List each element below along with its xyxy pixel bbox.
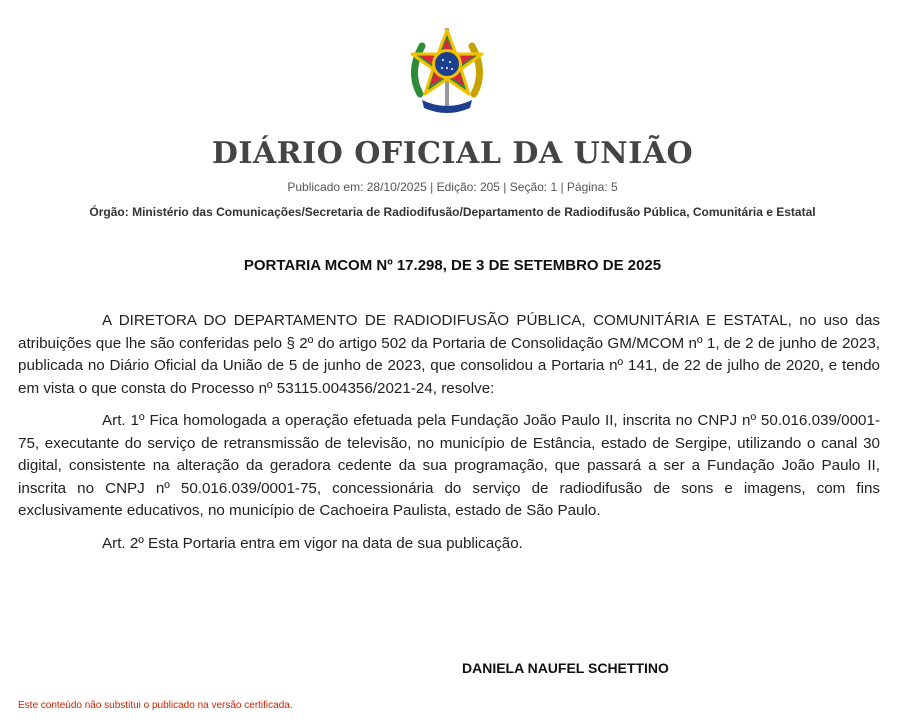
- orgao-line: Órgão: Ministério das Comunicações/Secretaria de Radiodifusão/Departamento de Radiodifusão Pública, Comunitária e Estatal: [89, 205, 816, 219]
- article-1-paragraph: Art. 1º Fica homologada a operação efetuada pela Fundação João Paulo II, inscrita no CNPJ nº 50.016.039/0001-75, executante do serviço de retransmissão de televisão, no município de Estância, estado de Sergipe, utilizando o canal 30 digital, consistente na alteração da geradora cedente da sua programação, que passará a ser a Fundação João Paulo II, inscrita no CNPJ nº 50.016.039/0001-75, concessionária do serviço de radiodifusão de sons e imagens, com fins exclusivamente educativos, no município de Cachoeira Paulista, estado de São Paulo.: [18, 412, 880, 519]
- preamble-paragraph: A DIRETORA DO DEPARTAMENTO DE RADIODIFUSÃO PÚBLICA, COMUNITÁRIA E ESTATAL, no uso das atribuições que lhe são conferidas pelo § 2º do artigo 502 da Portaria de Consolidação GM/MCOM nº 1, de 2 de junho de 2023, publicada no Diário Oficial da União de 5 de junho de 2023, que consolidou a Portaria nº 141, de 22 de julho de 2020, e tendo em vista o que consta do Processo nº 53115.004356/2021-24, resolve:: [18, 312, 880, 397]
- page-title: DIÁRIO OFICIAL DA UNIÃO: [211, 136, 694, 171]
- disclaimer-note: Este conteúdo não substitui o publicado na versão certificada.: [18, 700, 293, 711]
- document-title: PORTARIA MCOM Nº 17.298, DE 3 DE SETEMBRO DE 2025: [243, 257, 662, 274]
- article-2-paragraph: Art. 2º Esta Portaria entra em vigor na data de sua publicação.: [102, 534, 523, 552]
- signature: DANIELA NAUFEL SCHETTINO: [462, 660, 669, 676]
- brazil-coat-of-arms-icon: [400, 24, 494, 118]
- document-body: [18, 310, 880, 565]
- publication-info: Publicado em: 28/10/2025 | Edição: 205 | Seção: 1 | Página: 5: [287, 180, 618, 194]
